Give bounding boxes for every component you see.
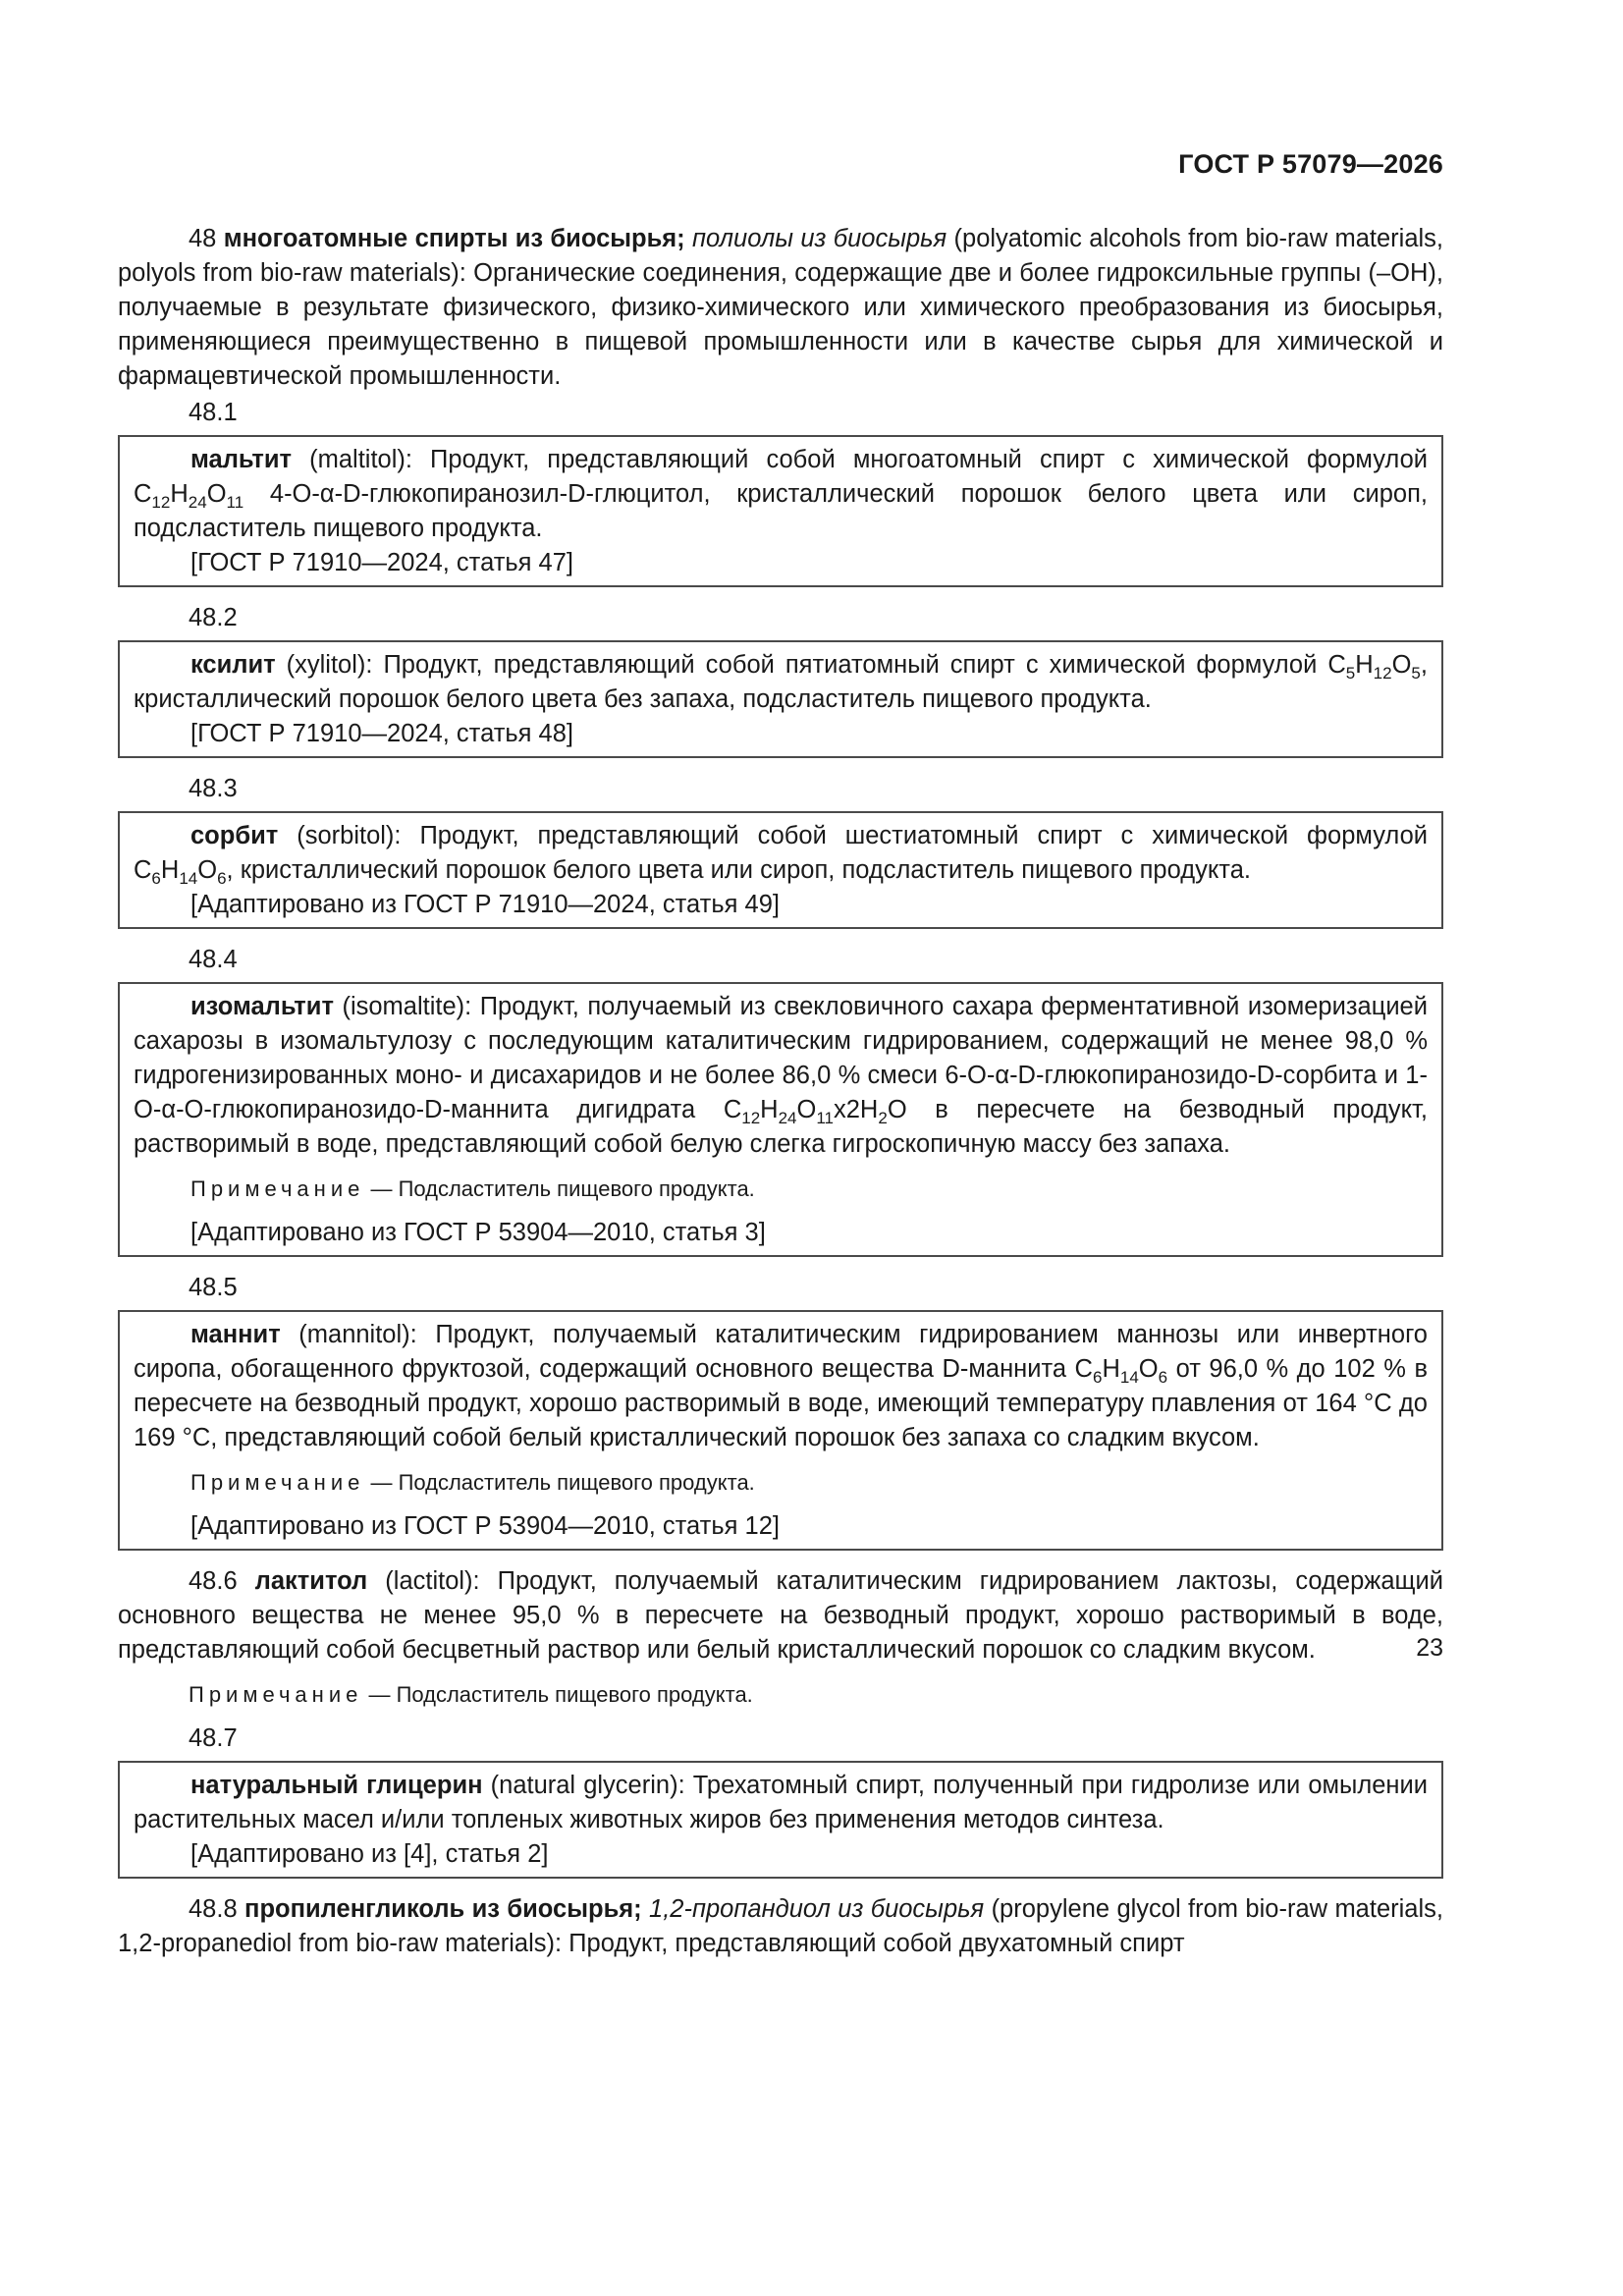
term-box-48-1: мальтит (maltitol): Продукт, представляющий собой многоатомный спирт с химической формулой $C_{12}H_{24}O_{11}$ 4-O-α-D-глюкопиранозил-D-глюцитол, кристаллический порошок белого цвета или сироп, подсластитель пищевого продукта. [ГОСТ Р 71910—2024, статья 47] [118, 435, 1443, 587]
note: Примечание — Подсластитель пищевого продукта. [190, 1470, 755, 1495]
term-synonym: полиолы из биосырья [692, 225, 947, 252]
subsection-number: 48.1 [189, 399, 238, 426]
term-synonym: 1,2-пропандиол из биосырья [649, 1895, 985, 1923]
document-id: ГОСТ Р 57079—2026 [1178, 149, 1443, 179]
source-reference: [ГОСТ Р 71910—2024, статья 48] [190, 720, 573, 747]
note: Примечание — Подсластитель пищевого продукта. [190, 1176, 755, 1201]
term-48: 48 многоатомные спирты из биосырья; полиолы из биосырья (polyatomic alcohols from bio-raw materials, polyols from bio-raw materials): Органические соединения, содержащие две и более гидроксильные группы (–OH), получаемые в результате физического, физико-химического или химического преобразования из биосырья, применяющиеся преимущественно в пищевой промышленности или в качестве сырья для химической и фармацевтической промышленности. [118, 225, 1444, 390]
term-box-48-4: изомальтит (isomaltite): Продукт, получаемый из свекловичного сахара ферментативной изомеризацией сахарозы в изомальтулозу с последующим каталитическим гидрированием, содержащий не менее 98,0 % гидрогенизированных моно- и дисахаридов и не более 86,0 % смеси 6-O-α-D-глюкопиранозидо-D-сорбита и 1-O-α-O-глюкопиранозидо-D-маннита дигидрата $C_{12}H_{24}O_{11}x2H_2O$ в пересчете на безводный продукт, растворимый в воде, представляющий собой белую слегка гигроскопичную массу без запаха. Примечание — Подсластитель пищевого продукта. [Адаптировано из ГОСТ Р 53904—2010, статья 3] [118, 982, 1443, 1257]
source-reference: [Адаптировано из ГОСТ Р 71910—2024, статья 49] [190, 891, 780, 918]
term-title: мальтит [190, 446, 292, 473]
term-title: изомальтит [190, 993, 334, 1020]
page-number: 23 [1416, 1634, 1443, 1662]
document-body [118, 222, 1443, 1961]
term-title: сорбит [190, 822, 279, 849]
term-48-6: 48.6 лактитол (lactitol): Продукт, получаемый каталитическим гидрированием лактозы, содержащий основного вещества не менее 95,0 % в пересчете на безводный продукт, хорошо растворимый в воде, представляющий собой бесцветный раствор или белый кристаллический порошок со сладким вкусом. [118, 1567, 1443, 1664]
term-title: маннит [190, 1321, 281, 1348]
term-title: натуральный глицерин [190, 1772, 483, 1799]
subsection-number: 48.2 [189, 604, 238, 631]
term-title: многоатомные спирты из биосырья; [223, 225, 685, 252]
source-reference: [Адаптировано из ГОСТ Р 53904—2010, статья 12] [190, 1512, 780, 1540]
subsection-number: 48.7 [189, 1724, 238, 1752]
source-reference: [ГОСТ Р 71910—2024, статья 47] [190, 549, 573, 576]
chemical-formula: $C_{12}H_{24}O_{11}$ [134, 480, 244, 512]
subsection-number: 48.5 [189, 1274, 238, 1301]
chemical-formula: $C_5H_{12}O_5$ [1327, 651, 1421, 683]
term-box-48-5: маннит (mannitol): Продукт, получаемый каталитическим гидрированием маннозы или инвертного сиропа, обогащенного фруктозой, содержащий основного вещества D-маннита $C_6H_{14}O_6$ от 96,0 % до 102 % в пересчете на безводный продукт, хорошо растворимый в воде, имеющий температуру плавления от 164 °C до 169 °C, представляющий собой белый кристаллический порошок без запаха со сладким вкусом. Примечание — Подсластитель пищевого продукта. [Адаптировано из ГОСТ Р 53904—2010, статья 12] [118, 1310, 1443, 1551]
subsection-number: 48.4 [189, 946, 238, 973]
term-box-48-3: сорбит (sorbitol): Продукт, представляющий собой шестиатомный спирт с химической формулой $C_6H_{14}O_6$, кристаллический порошок белого цвета или сироп, подсластитель пищевого продукта. [Адаптировано из ГОСТ Р 71910—2024, статья 49] [118, 811, 1443, 929]
term-title: ксилит [190, 651, 276, 679]
chemical-formula: $C_6H_{14}O_6$ [1074, 1355, 1168, 1387]
term-box-48-7: натуральный глицерин (natural glycerin): Трехатомный спирт, полученный при гидролизе или омылении растительных масел и/или топленых животных жиров без применения методов синтеза. [Адаптировано из [4], статья 2] [118, 1761, 1443, 1879]
chemical-formula: $C_6H_{14}O_6$ [134, 856, 227, 888]
note: Примечание — Подсластитель пищевого продукта. [189, 1682, 753, 1707]
term-48-8: 48.8 пропиленгликоль из биосырья; 1,2-пропандиол из биосырья (propylene glycol from bio-raw materials, 1,2-propanediol from bio-raw materials): Продукт, представляющий собой двухатомный спирт [118, 1895, 1443, 1957]
chemical-formula: $C_{12}H_{24}O_{11}x2H_2O$ [723, 1096, 907, 1127]
term-box-48-2: ксилит (xylitol): Продукт, представляющий собой пятиатомный спирт с химической формулой $C_5H_{12}O_5$, кристаллический порошок белого цвета без запаха, подсластитель пищевого продукта. [ГОСТ Р 71910—2024, статья 48] [118, 640, 1443, 758]
source-reference: [Адаптировано из [4], статья 2] [190, 1840, 549, 1868]
subsection-number: 48.3 [189, 775, 238, 802]
source-reference: [Адаптировано из ГОСТ Р 53904—2010, статья 3] [190, 1219, 766, 1246]
term-title: лактитол [254, 1567, 368, 1595]
term-title: пропиленгликоль из биосырья; [244, 1895, 642, 1923]
